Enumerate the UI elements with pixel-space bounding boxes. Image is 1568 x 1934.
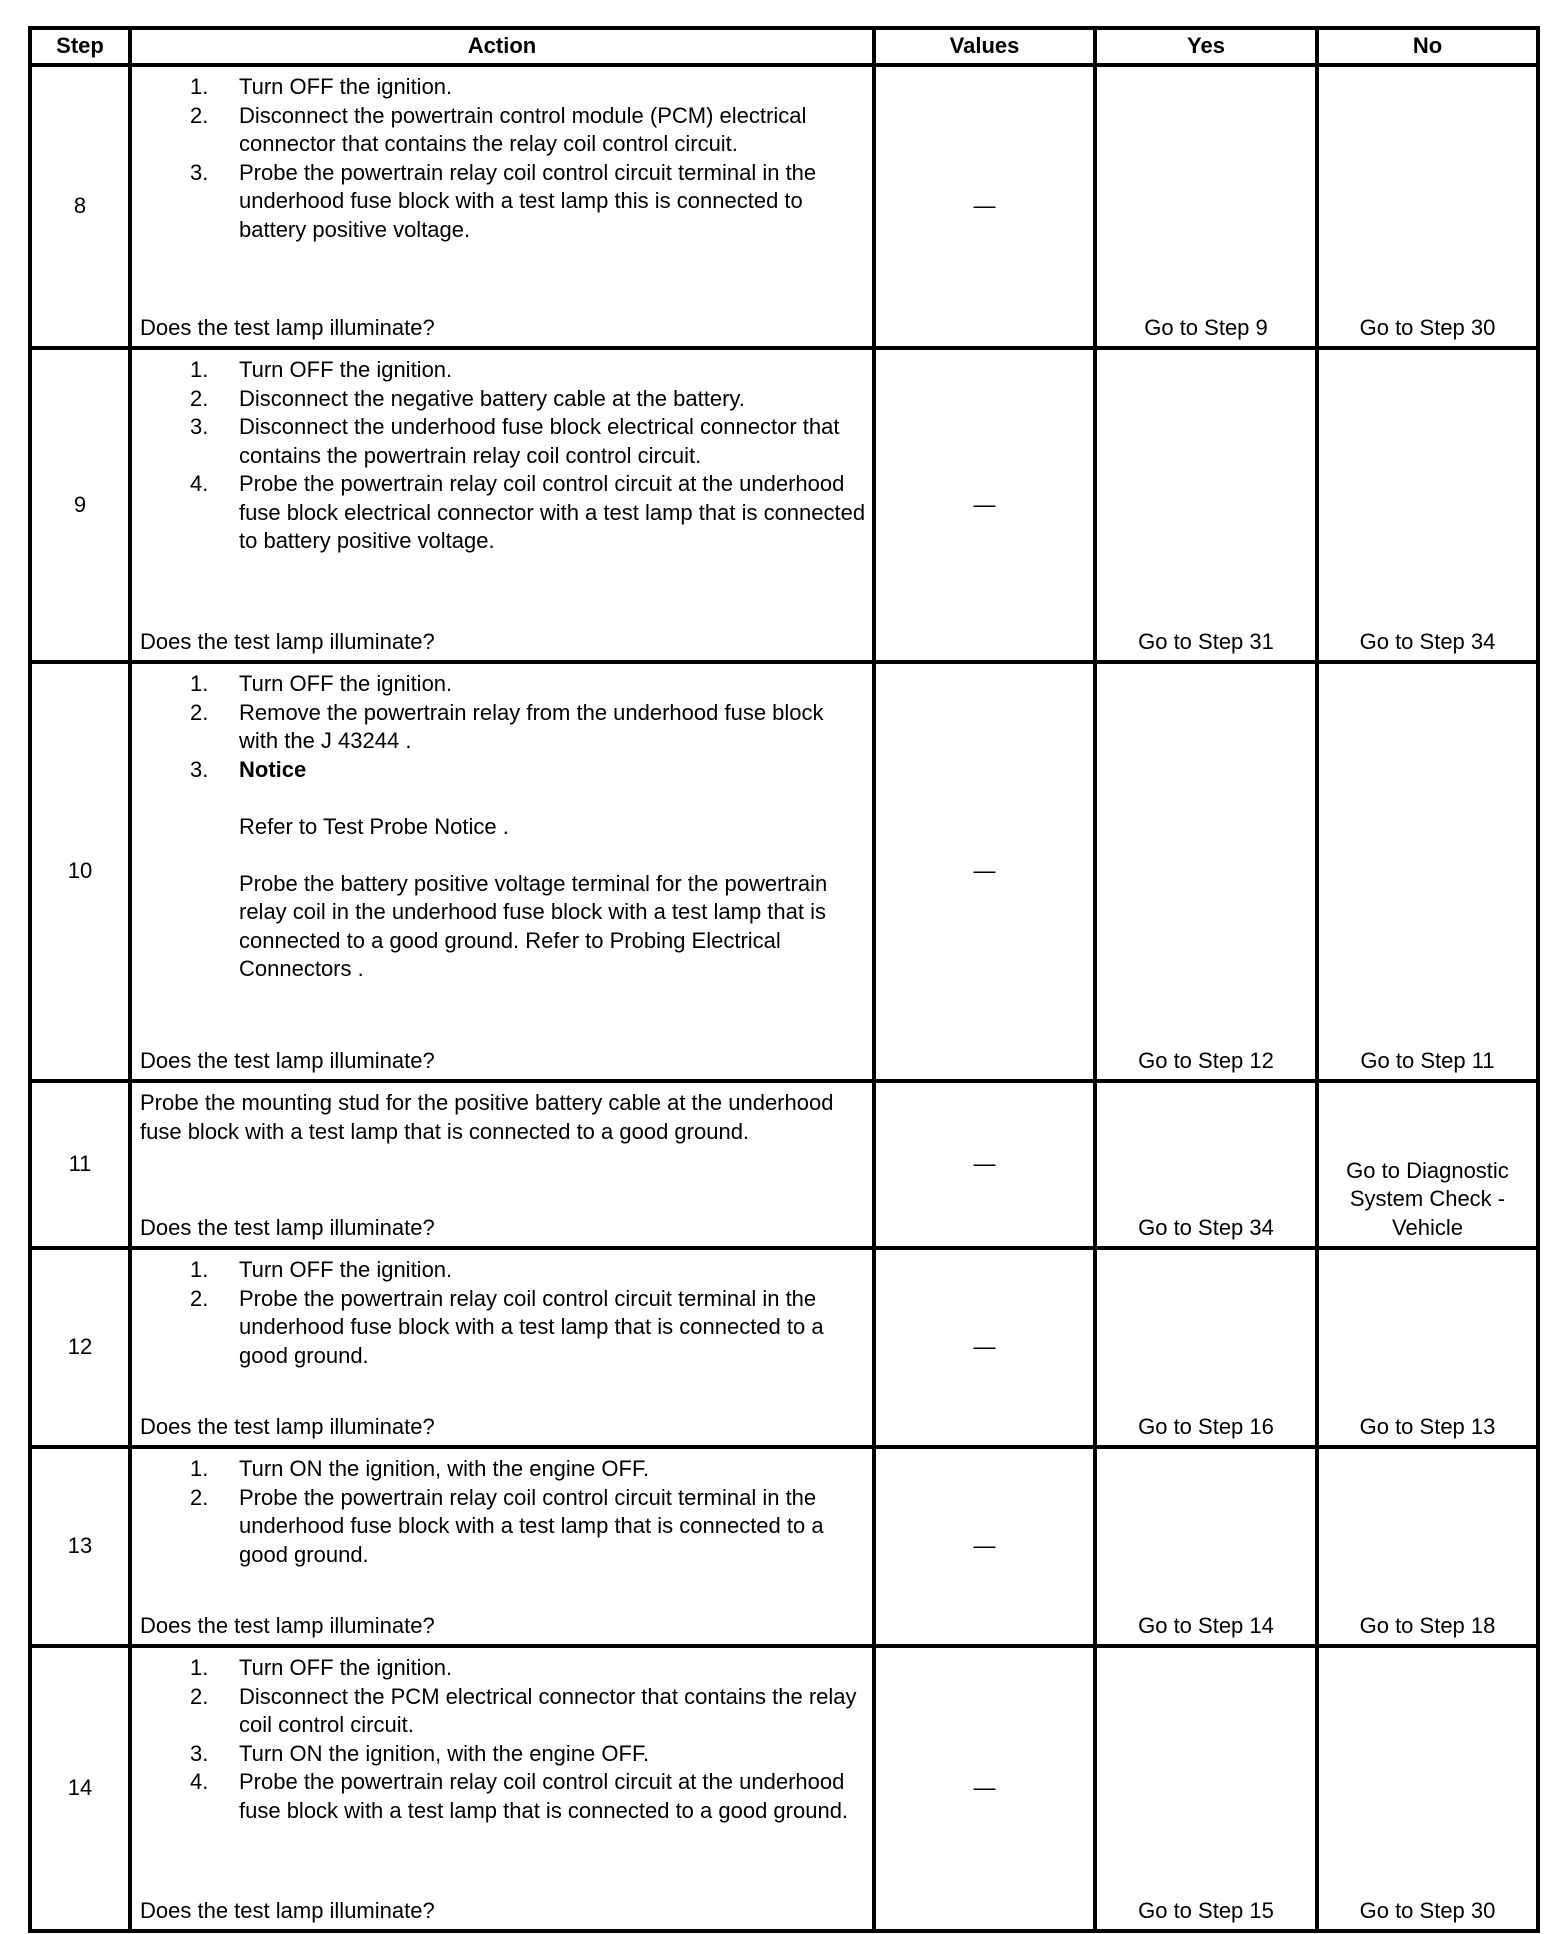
step-number: 11 (30, 1081, 130, 1248)
step-number: 12 (30, 1248, 130, 1447)
list-number: 2. (190, 1285, 209, 1311)
list-item-body (239, 73, 868, 102)
list-number: 2. (190, 1484, 209, 1510)
action-question: Does the test lamp illuminate? (140, 628, 435, 654)
list-item-text: Turn OFF the ignition. (239, 1257, 453, 1282)
action-content (132, 67, 872, 346)
action-content (132, 1648, 872, 1929)
yes-result: Go to Step 12 (1095, 662, 1317, 1081)
action-question: Does the test lamp illuminate? (140, 1214, 435, 1240)
list-item-body (239, 356, 868, 385)
list-item-text: Probe the powertrain relay coil control circuit terminal in the underhood fuse block with a test lamp that is connected to a good ground. (239, 1285, 824, 1368)
table-row (30, 1447, 1538, 1646)
list-item-text: Remove the powertrain relay from the underhood fuse block with the J 43244 . (239, 699, 824, 753)
header-values: Values (874, 28, 1095, 65)
action-list-item (140, 385, 868, 414)
action-list-item (140, 1484, 868, 1570)
action-list-item (140, 1285, 868, 1371)
action-steps (140, 1089, 868, 1146)
list-item-body (239, 1256, 868, 1285)
list-item-body (239, 413, 868, 470)
action-cell (130, 1081, 874, 1248)
table-row (30, 1248, 1538, 1447)
action-list-item (140, 102, 868, 159)
header-yes: Yes (1095, 28, 1317, 65)
action-cell (130, 1447, 874, 1646)
header-no: No (1317, 28, 1538, 65)
table-row (30, 1081, 1538, 1248)
yes-result: Go to Step 14 (1095, 1447, 1317, 1646)
diagnostic-table (28, 26, 1540, 1933)
list-item-text: Probe the powertrain relay coil control circuit at the underhood fuse block with a test lamp that is connected to a good ground. (239, 1769, 849, 1823)
list-number: 1. (190, 1655, 209, 1680)
action-content (132, 350, 872, 660)
action-list-item (140, 1455, 868, 1484)
list-number: 1. (190, 357, 209, 382)
list-number: 3. (190, 756, 209, 782)
values-cell: — (874, 662, 1095, 1081)
list-item-text: Turn OFF the ignition. (239, 671, 453, 696)
list-number: 3. (190, 159, 209, 185)
list-item-body (239, 470, 868, 556)
list-item-body (239, 1285, 868, 1371)
list-item-text: Turn OFF the ignition. (239, 1655, 453, 1680)
action-steps (140, 356, 868, 556)
list-item-text: Disconnect the PCM electrical connector that contains the relay coil control circuit. (239, 1683, 857, 1737)
table-row (30, 65, 1538, 348)
list-number: 4. (190, 471, 209, 496)
list-number: 2. (190, 1683, 209, 1709)
action-content (132, 664, 872, 1079)
list-number: 3. (190, 1740, 209, 1766)
list-item-text: Disconnect the powertrain control module (PCM) electrical connector that contains the relay coil control circuit. (239, 102, 807, 156)
list-item-body (239, 385, 868, 414)
list-item-body (239, 756, 868, 984)
action-list-item (140, 756, 868, 984)
header-step: Step (30, 28, 130, 65)
list-item-body (239, 1654, 868, 1683)
action-content (132, 1250, 872, 1445)
list-item-body (239, 102, 868, 159)
list-item-text: Probe the powertrain relay coil control circuit terminal in the underhood fuse block with a test lamp this is connected to battery positive voltage. (239, 159, 817, 242)
step-number: 13 (30, 1447, 130, 1646)
list-item-text: Turn ON the ignition, with the engine OFF. (239, 1740, 650, 1766)
action-list-item (140, 1768, 868, 1825)
action-list-item (140, 159, 868, 245)
action-question: Does the test lamp illuminate? (140, 1897, 435, 1923)
values-cell: — (874, 65, 1095, 348)
action-text: Probe the mounting stud for the positive battery cable at the underhood fuse block with a test lamp that is connected to a good ground. (140, 1090, 834, 1144)
action-list-item (140, 1256, 868, 1285)
list-item-text: Probe the powertrain relay coil control circuit at the underhood fuse block electrical connector with a test lamp that is connected to battery positive voltage. (239, 471, 866, 553)
no-result: Go to Step 13 (1317, 1248, 1538, 1447)
action-cell (130, 65, 874, 348)
values-cell: — (874, 1081, 1095, 1248)
action-list-item (140, 699, 868, 756)
action-cell (130, 662, 874, 1081)
action-question: Does the test lamp illuminate? (140, 314, 435, 340)
action-list-item (140, 1740, 868, 1769)
action-steps (140, 73, 868, 244)
action-list-item (140, 356, 868, 385)
list-item-body (239, 1484, 868, 1570)
yes-result: Go to Step 15 (1095, 1646, 1317, 1931)
table-row (30, 662, 1538, 1081)
notice-label: Notice (239, 756, 307, 782)
table-row (30, 1646, 1538, 1931)
notice-paragraph: Probe the battery positive voltage terminal for the powertrain relay coil in the underhood fuse block with a test lamp that is connected to a good ground. Refer to Probing Electrical Connectors . (239, 870, 828, 981)
action-steps (140, 1455, 868, 1569)
list-item-body (239, 159, 868, 245)
yes-result: Go to Step 34 (1095, 1081, 1317, 1248)
no-result: Go to Step 30 (1317, 65, 1538, 348)
action-list-item (140, 1654, 868, 1683)
action-list-item (140, 670, 868, 699)
step-number: 8 (30, 65, 130, 348)
no-result: Go to Step 11 (1317, 662, 1538, 1081)
notice-paragraph: Refer to Test Probe Notice . (239, 813, 509, 839)
header-action: Action (130, 28, 874, 65)
action-cell (130, 1646, 874, 1931)
list-item-text: Disconnect the underhood fuse block electrical connector that contains the powertrain relay coil control circuit. (239, 414, 840, 468)
step-number: 10 (30, 662, 130, 1081)
values-cell: — (874, 348, 1095, 662)
list-item-body (239, 670, 868, 699)
action-list-item (140, 470, 868, 556)
no-result: Go to Diagnostic System Check - Vehicle (1317, 1081, 1538, 1248)
no-result: Go to Step 34 (1317, 348, 1538, 662)
list-number: 2. (190, 385, 209, 411)
list-number: 1. (190, 74, 209, 99)
table-row (30, 348, 1538, 662)
no-result: Go to Step 30 (1317, 1646, 1538, 1931)
action-steps (140, 670, 868, 984)
action-question: Does the test lamp illuminate? (140, 1413, 435, 1439)
action-steps (140, 1256, 868, 1370)
list-number: 4. (190, 1769, 209, 1794)
step-number: 9 (30, 348, 130, 662)
list-number: 1. (190, 671, 209, 696)
list-number: 2. (190, 102, 209, 128)
values-cell: — (874, 1447, 1095, 1646)
action-cell (130, 1248, 874, 1447)
action-list-item (140, 1683, 868, 1740)
action-list-item (140, 413, 868, 470)
action-content (132, 1083, 872, 1246)
no-result: Go to Step 18 (1317, 1447, 1538, 1646)
values-cell: — (874, 1248, 1095, 1447)
list-item-body (239, 1455, 868, 1484)
action-question: Does the test lamp illuminate? (140, 1047, 435, 1073)
list-number: 3. (190, 414, 209, 439)
action-list-item (140, 73, 868, 102)
yes-result: Go to Step 16 (1095, 1248, 1317, 1447)
action-question: Does the test lamp illuminate? (140, 1612, 435, 1638)
list-item-body (239, 1683, 868, 1740)
list-item-body (239, 699, 868, 756)
yes-result: Go to Step 31 (1095, 348, 1317, 662)
list-item-body (239, 1768, 868, 1825)
list-number: 2. (190, 699, 209, 725)
action-content (132, 1449, 872, 1644)
yes-result: Go to Step 9 (1095, 65, 1317, 348)
list-item-text: Turn ON the ignition, with the engine OFF. (239, 1456, 650, 1481)
list-item-body (239, 1740, 868, 1769)
list-item-text: Disconnect the negative battery cable at the battery. (239, 385, 745, 411)
list-number: 1. (190, 1456, 209, 1481)
step-number: 14 (30, 1646, 130, 1931)
action-steps (140, 1654, 868, 1825)
list-number: 1. (190, 1257, 209, 1282)
list-item-text: Turn OFF the ignition. (239, 74, 453, 99)
list-item-text: Turn OFF the ignition. (239, 357, 453, 382)
header-row (30, 28, 1538, 65)
list-item-text: Probe the powertrain relay coil control circuit terminal in the underhood fuse block with a test lamp that is connected to a good ground. (239, 1484, 824, 1567)
action-cell (130, 348, 874, 662)
values-cell: — (874, 1646, 1095, 1931)
